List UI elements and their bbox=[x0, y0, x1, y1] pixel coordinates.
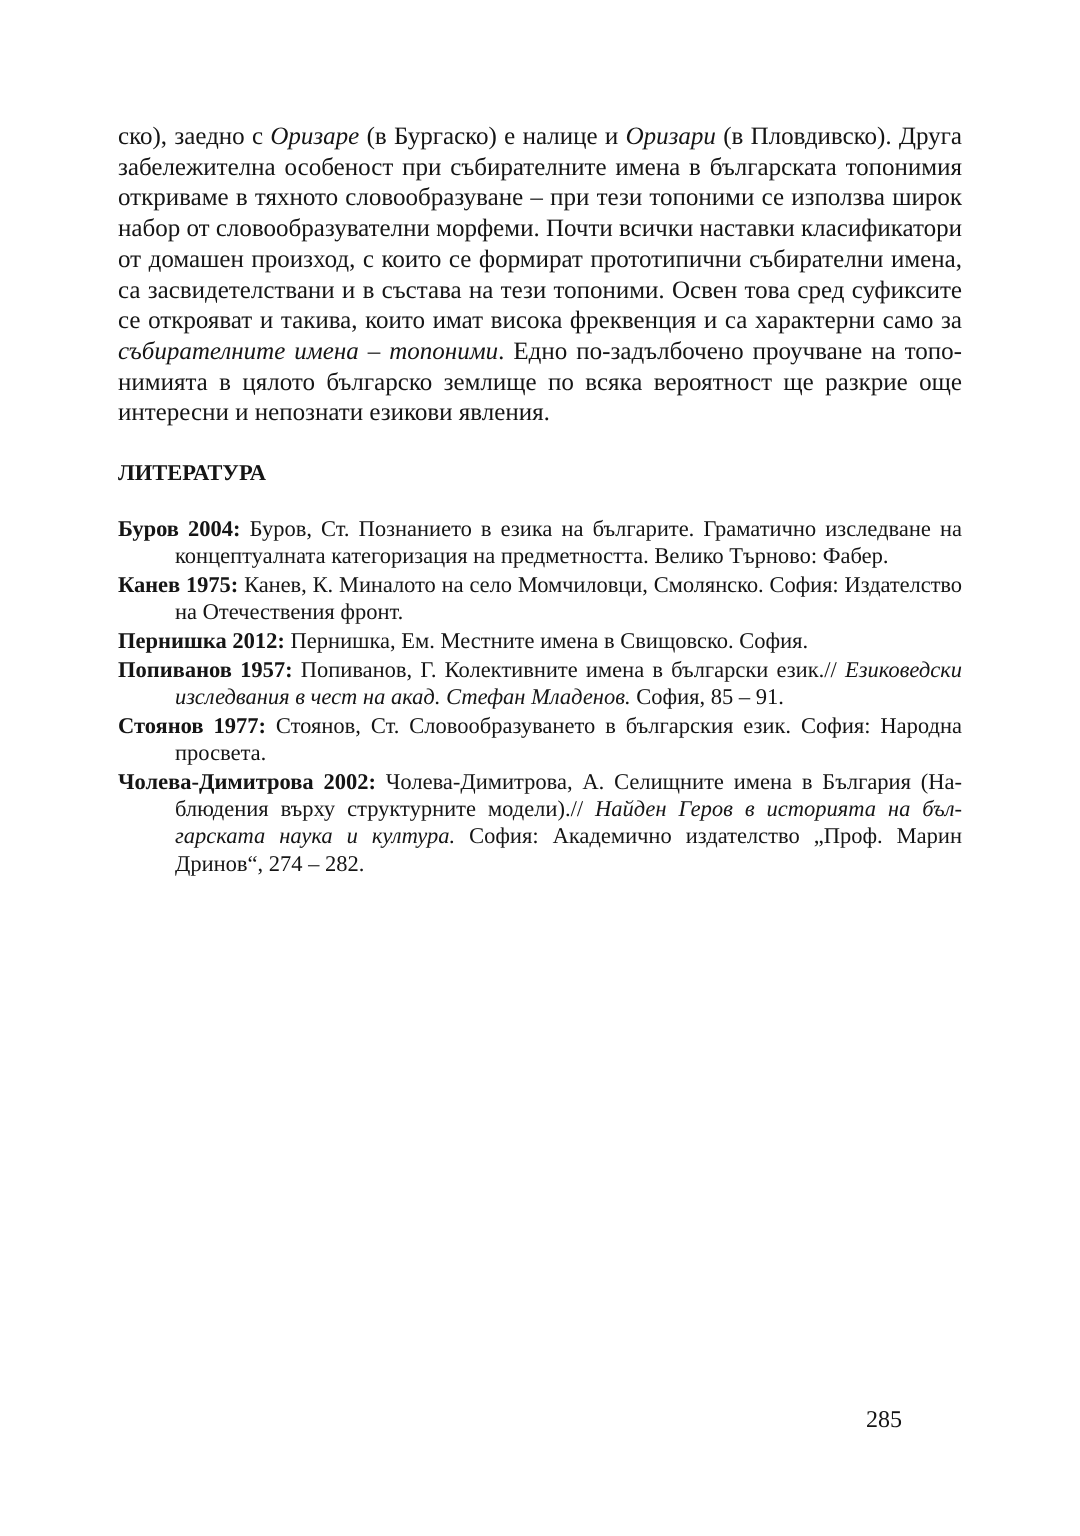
text-run: блюдения върху структурните модели).// bbox=[175, 796, 596, 821]
emphasized-text: Оризаре bbox=[270, 123, 360, 150]
reference-line bbox=[175, 683, 962, 710]
paragraph-line bbox=[118, 306, 962, 337]
emphasized-text: Найден Геров в историята на бъл- bbox=[595, 796, 962, 821]
text-run: са засвидетелствани и в състава на тези топоними. Освен това сред суфиксите bbox=[118, 276, 962, 304]
reference-entry bbox=[118, 712, 962, 767]
text-run: ско), заедно с bbox=[118, 123, 271, 150]
emphasized-text: изследвания в чест на акад. Стефан Младенов. bbox=[175, 684, 631, 709]
reference-line bbox=[175, 598, 962, 625]
text-run: София: Академично издателство „Проф. Марин bbox=[455, 823, 962, 849]
paragraph-line bbox=[118, 276, 962, 307]
text-run: Дринов“, 274 – 282. bbox=[175, 850, 365, 876]
reference-key: Буров 2004: bbox=[118, 516, 241, 541]
reference-line bbox=[118, 656, 962, 683]
reference-line bbox=[118, 571, 962, 598]
emphasized-text: събирателните имена – топоними bbox=[118, 337, 499, 365]
text-run: Попиванов, Г. Колективните имена в български език.// bbox=[292, 656, 845, 682]
reference-entry bbox=[118, 571, 962, 626]
reference-key: Попиванов 1957: bbox=[118, 656, 293, 682]
paragraph-line bbox=[118, 122, 962, 153]
reference-entry bbox=[118, 768, 962, 878]
text-run: на Отечествения фронт. bbox=[175, 599, 404, 625]
text-run: . Едно по-задълбочено проучване на топо- bbox=[498, 337, 962, 365]
emphasized-text: гарската наука и култура. bbox=[175, 823, 456, 849]
text-run: София, 85 – 91. bbox=[630, 684, 784, 709]
paragraph-line bbox=[118, 368, 962, 399]
reference-entry bbox=[118, 515, 962, 570]
text-run: Канев, К. Миналото на село Момчиловци, Смолянско. София: Издателство bbox=[238, 572, 962, 597]
reference-line bbox=[118, 768, 962, 795]
reference-line bbox=[175, 739, 962, 766]
reference-line bbox=[118, 515, 962, 542]
reference-key: Пернишка 2012: bbox=[118, 628, 285, 653]
text-run: се открояват и такива, които имат висока фреквенция и са характерни само за bbox=[118, 307, 962, 335]
reference-line bbox=[118, 627, 962, 654]
text-run: откриваме в тяхното словообразуване – при тези топоними се използва широк bbox=[118, 184, 962, 212]
reference-line bbox=[175, 795, 962, 822]
reference-line bbox=[175, 850, 962, 877]
reference-key: Чолева-Димитрова 2002: bbox=[118, 768, 376, 794]
text-run: набор от словообразувателни морфеми. Почти всички наставки класификатори bbox=[118, 215, 962, 243]
text-run: нимията в цялото българско землище по всяка вероятност ще разкрие още bbox=[118, 368, 962, 396]
reference-key: Канев 1975: bbox=[118, 572, 239, 597]
text-run: Пернишка, Ем. Местните имена в Свищовско. София. bbox=[284, 628, 809, 653]
reference-key: Стоянов 1977: bbox=[118, 712, 266, 738]
paragraph-line bbox=[118, 398, 962, 429]
reference-entry bbox=[118, 656, 962, 711]
emphasized-text: Оризари bbox=[625, 123, 716, 150]
body-paragraph bbox=[118, 122, 962, 429]
text-run: интересни и непознати езикови явления. bbox=[118, 399, 550, 427]
reference-line bbox=[175, 542, 962, 569]
text-run: Буров, Ст. Познанието в езика на българите. Граматично изследване на bbox=[240, 516, 962, 541]
references-heading: ЛИТЕРАТУРА bbox=[118, 460, 267, 485]
page-number: 285 bbox=[866, 1407, 902, 1433]
paragraph-line bbox=[118, 245, 962, 276]
reference-entry bbox=[118, 627, 962, 654]
paragraph-line bbox=[118, 153, 962, 184]
reference-line bbox=[118, 712, 962, 739]
reference-line bbox=[175, 822, 962, 849]
text-run: Стоянов, Ст. Словообразуването в българския език. София: Народна bbox=[265, 712, 962, 738]
emphasized-text: Езиковедски bbox=[844, 656, 962, 682]
paragraph-line bbox=[118, 214, 962, 245]
text-run: (в Пловдивско). Друга bbox=[715, 123, 962, 150]
text-run: Чолева-Димитрова, А. Селищните имена в България (На- bbox=[375, 768, 962, 794]
text-run: концептуалната категоризация на предметността. Велико Търново: Фабер. bbox=[175, 543, 889, 569]
text-run: просвета. bbox=[175, 740, 267, 765]
text-run: от домашен произход, с които се формират прототипични събирателни имена, bbox=[118, 245, 962, 273]
references-list bbox=[118, 515, 962, 878]
paragraph-line bbox=[118, 337, 962, 368]
text-run: забележителна особеност при събирателните имена в българската топонимия bbox=[118, 153, 962, 181]
paragraph-line bbox=[118, 183, 962, 214]
text-run: (в Бургаско) е налице и bbox=[359, 123, 626, 150]
